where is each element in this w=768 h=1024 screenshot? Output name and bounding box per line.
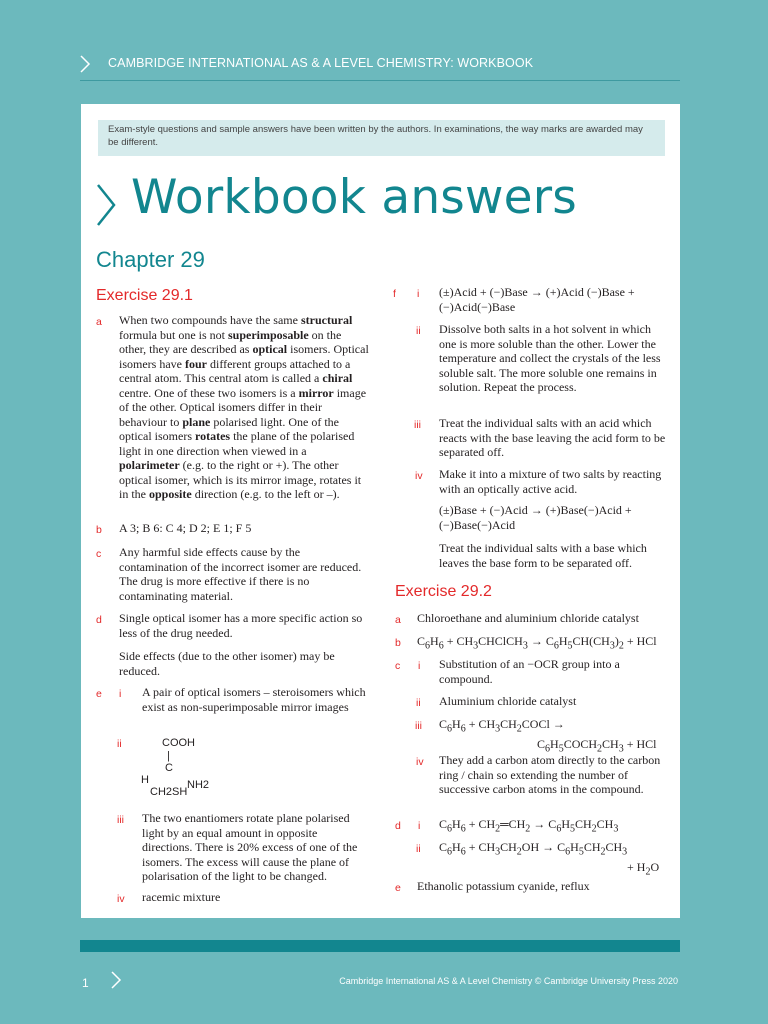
molecule-label: C — [165, 762, 173, 774]
molecule-diagram — [136, 734, 216, 804]
answer-29-2-c-ii: Aluminium chloride catalyst — [439, 694, 577, 708]
answer-e-iii: The two enantiomers rotate plane polarised light by an equal amount in opposite directions. There is 20% excess of one of the isomers. The excess will cause the plane of polarisation of the light to be changed. — [142, 811, 358, 883]
answer-e-iv: racemic mixture — [142, 890, 221, 904]
answer-29-2-c-iii: $C_6H_6$ + $CH_3CH_2COCl$ → $C_6H_5COCH_2CH_3$ + HCl — [439, 717, 657, 755]
subquestion-label: iv — [416, 756, 424, 768]
chevron-right-icon — [78, 54, 92, 74]
next-page-icon[interactable] — [110, 970, 122, 990]
answer-a: When two compounds have the same structural formula but one is not superimposable on the other, they are described as optical isomers. Optical isomers have four different groups attached to a central atom. This central atom is called a chiral centre. One of these two isomers is a mirror image of the other. Optical isomers differ in their behaviour to plane polarised light. One of the optical isomers rotates the plane of the polarised light in one direction when viewed in a polarimeter (e.g. to the right or +). The other optical isomer, which is its mirror image, rotates it in the opposite direction (e.g. to the left or –). — [119, 313, 369, 501]
answer-29-2-a: Chloroethane and aluminium chloride catalyst — [417, 611, 639, 625]
answer-d-1: Single optical isomer has a more specific action so less of the drug needed. — [119, 611, 363, 640]
answer-29-2-e: Ethanolic potassium cyanide, reflux — [417, 879, 590, 893]
question-label: c — [395, 660, 401, 672]
subquestion-label: i — [119, 688, 122, 700]
molecule-label: COOH — [162, 737, 195, 749]
question-label: e — [395, 882, 401, 894]
molecule-label: NH2 — [187, 779, 210, 791]
question-label: f — [393, 288, 396, 300]
subquestion-label: iii — [415, 720, 422, 732]
question-label: e — [96, 688, 102, 700]
answer-29-2-c-i: Substitution of an −OCR group into a compound. — [439, 657, 620, 686]
answer-29-2-c-iv: They add a carbon atom directly to the carbon ring / chain so extending the number of successive carbon atoms in the compound. — [439, 753, 661, 796]
disclaimer-note: Exam-style questions and sample answers have been written by the authors. In examinations, the way marks are awarded may be different. — [98, 120, 665, 156]
exercise-29-1-heading: Exercise 29.1 — [96, 287, 193, 304]
molecule-label: H — [141, 774, 149, 786]
answer-f-iii: Treat the individual salts with an acid which reacts with the base leaving the acid form to be separated off. — [439, 416, 666, 459]
copyright-notice: Cambridge International AS & A Level Chemistry © Cambridge University Press 2020 — [339, 976, 678, 986]
subquestion-label: i — [418, 660, 421, 672]
chevron-right-icon — [95, 182, 117, 228]
subquestion-label: ii — [416, 325, 421, 337]
question-label: d — [395, 820, 401, 832]
answer-f-iv-1: Make it into a mixture of two salts by reacting with an optically active acid. — [439, 467, 662, 496]
header-title: CAMBRIDGE INTERNATIONAL AS & A LEVEL CHEMISTRY: WORKBOOK — [108, 56, 534, 70]
subquestion-label: iii — [414, 419, 421, 431]
subquestion-label: iii — [117, 814, 124, 826]
question-label: c — [96, 548, 102, 560]
answer-c: Any harmful side effects cause by the contamination of the incorrect isomer are reduced. The drug is more effective if there is no contaminating material. — [119, 545, 362, 603]
subquestion-label: ii — [416, 697, 421, 709]
exercise-29-2-heading: Exercise 29.2 — [395, 583, 492, 600]
question-label: d — [96, 614, 102, 626]
footer-bar — [80, 940, 680, 952]
answer-b: A 3; B 6: C 4; D 2; E 1; F 5 — [119, 521, 252, 535]
subquestion-label: i — [418, 820, 421, 832]
chapter-heading: Chapter 29 — [96, 247, 205, 272]
answer-29-2-d-ii: $C_6H_6 + CH_3CH_2OH \to C_6H_5CH_2CH_3$ + $H_2O$ — [439, 840, 660, 878]
answer-f-i: (±)Acid + (−)Base → (+)Acid (−)Base + (−)Acid(−)Base — [439, 285, 635, 314]
page-sheet — [81, 104, 680, 918]
question-label: a — [96, 316, 102, 328]
page-number: 1 — [82, 976, 89, 990]
subquestion-label: ii — [117, 738, 122, 750]
molecule-label: | — [167, 750, 170, 762]
answer-f-iv-2: (±)Base + (−)Acid → (+)Base(−)Acid + (−)Base(−)Acid — [439, 503, 632, 532]
subquestion-label: i — [417, 288, 420, 300]
page-title: Workbook answers — [131, 170, 577, 225]
header-divider — [80, 80, 680, 81]
answer-29-2-d-i: $C_6H_6$ + $CH_2═CH_2 \to C_6H_5CH_2CH_3$ — [439, 817, 619, 835]
subquestion-label: iv — [415, 470, 423, 482]
answer-f-ii: Dissolve both salts in a hot solvent in which one is more soluble than the other. Lower the temperature and collect the crystals of the less soluble salt. The more soluble one remains in solution. Repeat the process. — [439, 322, 661, 394]
answer-29-2-b: $C_6H_6$ + $CH_3CHClCH_3 \to C_6H_5CH(CH_3)_2$ + HCl — [417, 634, 657, 652]
subquestion-label: ii — [416, 843, 421, 855]
question-label: a — [395, 614, 401, 626]
question-label: b — [395, 637, 401, 649]
answer-d-2: Side effects (due to the other isomer) may be reduced. — [119, 649, 335, 678]
molecule-label: CH2SH — [150, 786, 188, 798]
answer-f-iv-3: Treat the individual salts with a base which leaves the base form to be separated off. — [439, 541, 647, 570]
question-label: b — [96, 524, 102, 536]
answer-e-i: A pair of optical isomers – steroisomers which exist as non-superimposable mirror images — [142, 685, 366, 714]
subquestion-label: iv — [117, 893, 125, 905]
